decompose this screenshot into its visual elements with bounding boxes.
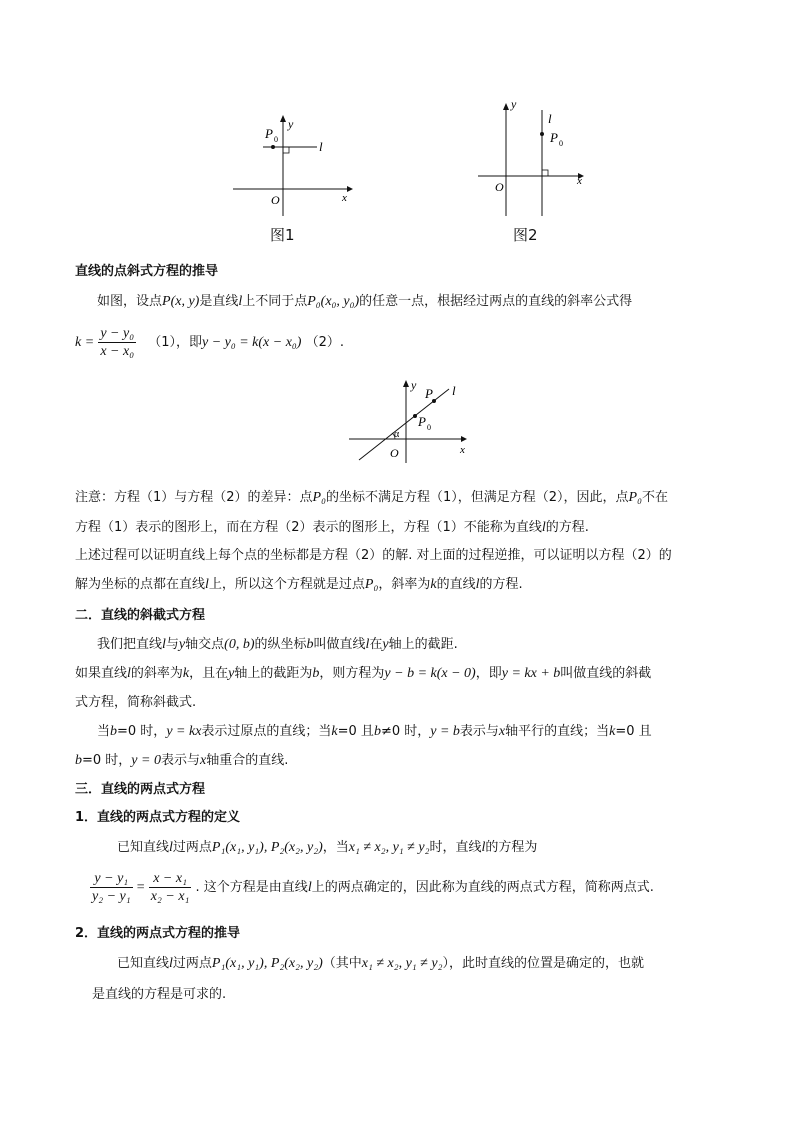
fig3-label-y: y <box>411 378 417 392</box>
figure-2 <box>470 96 600 221</box>
paragraph-slope-intercept-2: 如果直线l的斜率为k，且在y轴上的截距为b，则方程为y − b = k(x − 0)，即y = kx + b叫做直线的斜截 <box>75 666 652 681</box>
fig2-label-x: x <box>577 175 582 187</box>
fig3-label-o: O <box>390 446 399 460</box>
fig1-point-p0 <box>271 145 275 149</box>
fig1-label-x: x <box>342 192 347 204</box>
fig2-caption: 图2 <box>513 226 538 244</box>
fig3-label-p0: P <box>418 414 426 429</box>
fig3-x-arrow <box>461 436 467 442</box>
fraction-slope: $\frac{\text{y − y₀}}{\text{x − x₀}}$ <box>100 326 135 359</box>
fig2-label-p0: P <box>550 130 558 145</box>
fig1-label-p0: P <box>265 126 273 141</box>
paragraph-slope-intercept-4: 当b=0 时，y = kx表示过原点的直线；当k=0 且b≠0 时，y = b表示与x轴平行的直线；当k=0 且 <box>97 724 652 739</box>
fig3-label-alpha: α <box>394 429 400 440</box>
fig1-label-l: l <box>319 139 323 154</box>
figure-1 <box>225 110 365 225</box>
fig3-label-p0-sub: 0 <box>427 423 431 432</box>
fig3-label-p: P <box>425 386 433 401</box>
fig3-label-l: l <box>452 383 456 398</box>
fig2-point-p0 <box>540 132 544 136</box>
fig3-line-l <box>359 389 449 460</box>
fraction-y: $\frac{\text{y − y₁}}{\text{y₂ − y₁}}$ <box>92 871 131 904</box>
paragraph-slope-intercept-1: 我们把直线l与y轴交点(0, b)的纵坐标b叫做直线l在y轴上的截距. <box>97 637 458 652</box>
equation-two-point: $\frac{\text{y − y₁}}{\text{y₂ − y₁}}$ = $\frac{\text{x − x₁}}{\text{x₂ − x₁}}$ . 这个方程是由直线l上的两点确定的，因此称为直线的两点式方程，简称两点式. <box>92 871 654 904</box>
paragraph-point-slope-3: 解为坐标的点都在直线l上，所以这个方程就是过点P₀，斜率为k的直线l的方程. <box>75 577 523 592</box>
equation-slope: k = $\frac{\text{y − y₀}}{\text{x − x₀}}$ （1），即y − y₀ = k(x − x₀) （2）. <box>75 326 345 359</box>
heading-point-slope: 直线的点斜式方程的推导 <box>75 264 219 279</box>
paragraph-slope-intercept-3: 式方程，简称斜截式. <box>75 695 197 710</box>
fig2-label-y: y <box>511 97 517 111</box>
heading-slope-intercept: 二．直线的斜截式方程 <box>75 608 206 623</box>
fig1-label-p0-sub: 0 <box>274 135 278 144</box>
fig3-label-x: x <box>460 444 465 456</box>
fig3-y-arrow <box>403 380 409 387</box>
paragraph-two-point-derivation-2: 是直线的方程是可求的. <box>92 987 227 1002</box>
fig1-right-angle <box>283 147 289 153</box>
fig2-right-angle <box>542 170 548 176</box>
note-line-2: 方程（1）表示的图形上，而在方程（2）表示的图形上，方程（1）不能称为直线l的方程. <box>75 520 589 535</box>
fig2-label-p0-sub: 0 <box>559 139 563 148</box>
subheading-derivation: 2．直线的两点式方程的推导 <box>75 926 241 941</box>
fig3-point-p0 <box>413 414 417 418</box>
paragraph-point-slope-1: 如图，设点P(x, y)是直线l上不同于点P₀(x₀, y₀)的任意一点，根据经过两点的直线的斜率公式得 <box>97 294 633 309</box>
note-line-1: 注意：方程（1）与方程（2）的差异：点P₀的坐标不满足方程（1），但满足方程（2），因此，点P₀不在 <box>75 490 668 505</box>
fig2-y-arrow <box>503 103 509 110</box>
fig1-x-arrow <box>347 186 353 192</box>
figure-3 <box>345 375 475 465</box>
paragraph-two-point-definition: 已知直线l过两点P₁(x₁, y₁), P₂(x₂, y₂)，当x₁ ≠ x₂, y₁ ≠ y₂时，直线l的方程为 <box>117 840 538 855</box>
paragraph-point-slope-2: 上述过程可以证明直线上每个点的坐标都是方程（2）的解. 对上面的过程逆推，可以证明以方程（2）的 <box>75 548 672 563</box>
fig2-label-o: O <box>495 180 504 194</box>
fig1-y-arrow <box>280 115 286 122</box>
paragraph-two-point-derivation-1: 已知直线l过两点P₁(x₁, y₁), P₂(x₂, y₂)（其中x₁ ≠ x₂, y₁ ≠ y₂），此时直线的位置是确定的，也就 <box>117 956 644 971</box>
fig1-label-o: O <box>271 193 280 207</box>
paragraph-slope-intercept-5: b=0 时，y = 0表示与x轴重合的直线. <box>75 753 289 768</box>
fraction-x: $\frac{\text{x − x₁}}{\text{x₂ − x₁}}$ <box>150 871 190 904</box>
fig1-caption: 图1 <box>270 226 295 244</box>
fig1-label-y: y <box>288 117 294 131</box>
heading-two-point: 三．直线的两点式方程 <box>75 782 206 797</box>
fig2-label-l: l <box>548 111 552 126</box>
subheading-definition: 1．直线的两点式方程的定义 <box>75 810 241 825</box>
